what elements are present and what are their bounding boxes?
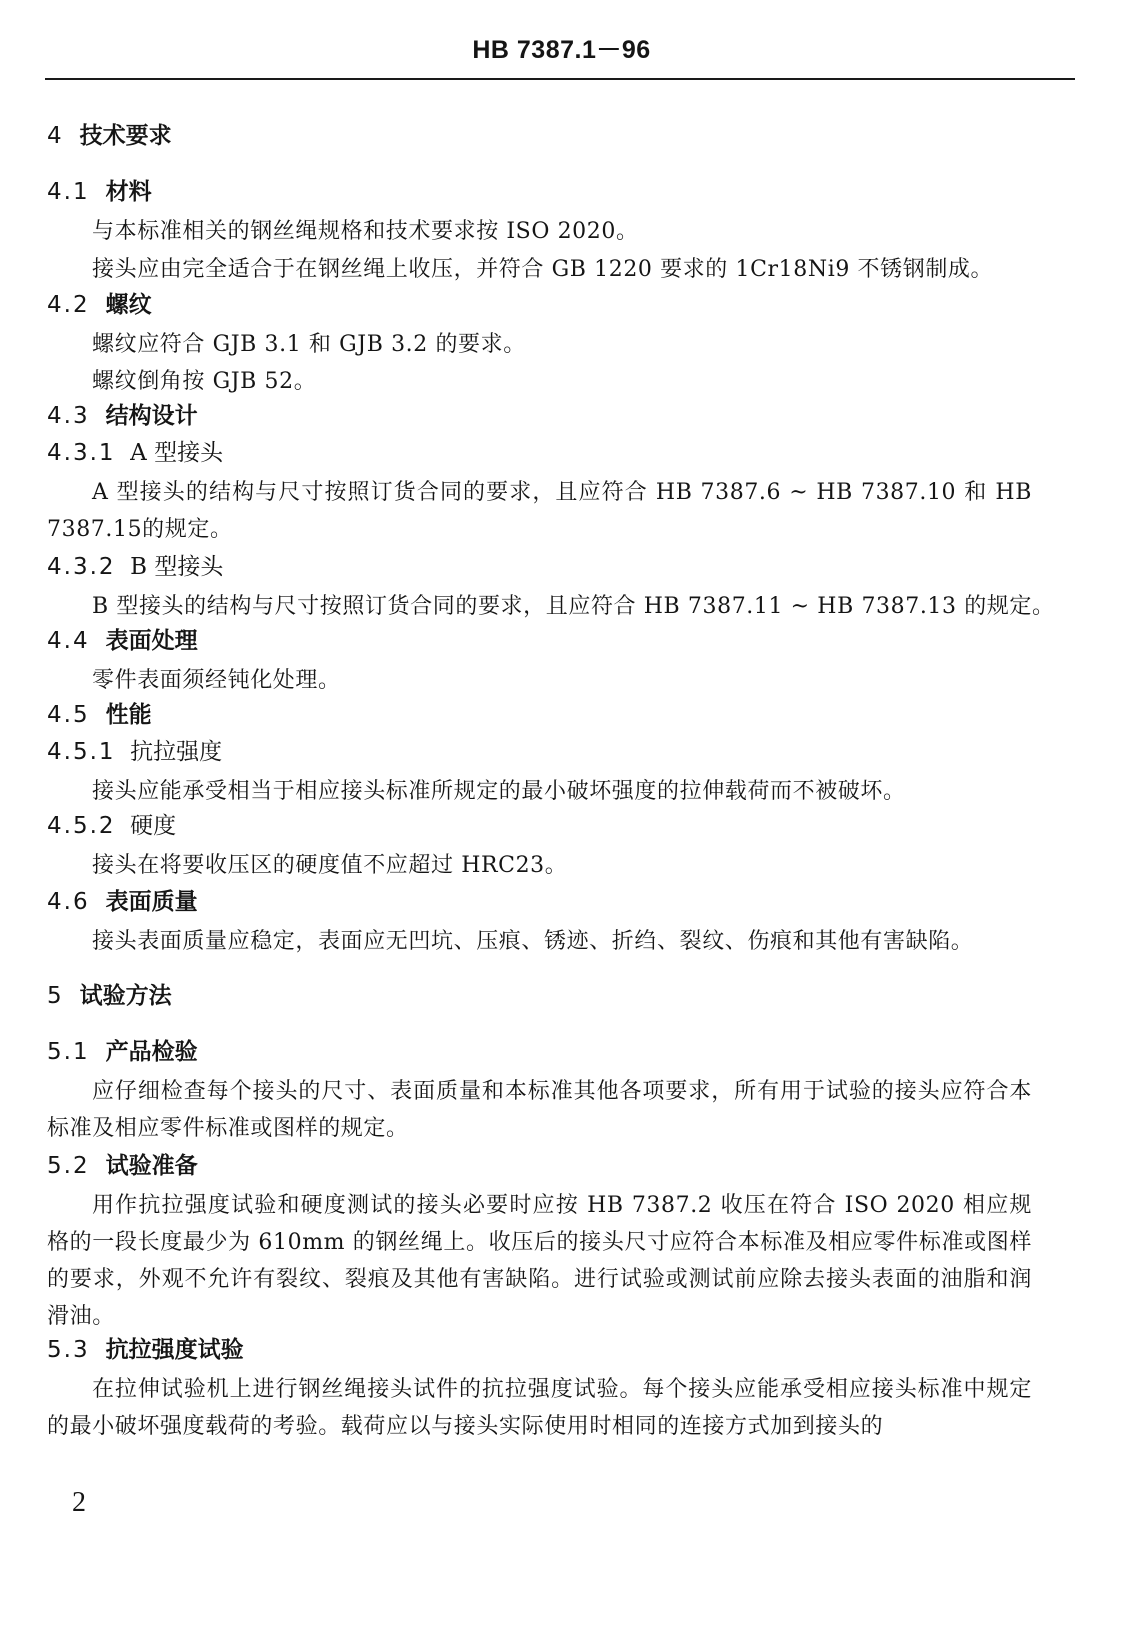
section-number: 4.5: [47, 702, 90, 728]
section-number: 5.3: [47, 1337, 90, 1363]
section-number: 4.5.2: [47, 813, 116, 839]
section-title: 试验方法: [79, 982, 172, 1009]
paragraph-4-5-2: 接头在将要收压区的硬度值不应超过 HRC23。: [92, 853, 568, 878]
section-title: 性能: [105, 701, 152, 728]
section-heading-4-2: [47, 289, 152, 321]
section-heading-4-3: [47, 400, 198, 432]
section-title: 结构设计: [105, 402, 198, 429]
section-title: B 型接头: [130, 554, 224, 580]
section-number: 4.6: [47, 889, 90, 915]
section-heading-5-3: [47, 1334, 244, 1366]
section-number: 4.4: [47, 628, 90, 654]
paragraph-4-2-2: 螺纹倒角按 GJB 52。: [92, 369, 317, 394]
section-number: 4.5.1: [47, 739, 116, 765]
section-heading-5-1: [47, 1036, 198, 1068]
section-number: 5.2: [47, 1153, 90, 1179]
section-heading-4-5-2: [47, 810, 176, 842]
section-number: 4.2: [47, 292, 90, 318]
section-heading-5: [47, 980, 172, 1012]
page-number: 2: [72, 1487, 86, 1518]
section-number: 4.3.2: [47, 554, 116, 580]
paragraph-5-1: 应仔细检查每个接头的尺寸、表面质量和本标准其他各项要求，所有用于试验的接头应符合本标准及相应零件标准或图样的规定。: [47, 1079, 1032, 1141]
section-title: 技术要求: [79, 122, 172, 149]
paragraph-5-3: 在拉伸试验机上进行钢丝绳接头试件的抗拉强度试验。每个接头应能承受相应接头标准中规定的最小破坏强度载荷的考验。载荷应以与接头实际使用时相同的连接方式加到接头的: [47, 1377, 1032, 1439]
section-heading-4-4: [47, 625, 198, 657]
paragraph-4-2-1: 螺纹应符合 GJB 3.1 和 GJB 3.2 的要求。: [92, 332, 526, 357]
section-title: 抗拉强度: [130, 739, 223, 765]
document-code-header: HB 7387.1－96: [472, 36, 651, 64]
section-number: 5: [47, 983, 64, 1009]
paragraph-4-1-1: 与本标准相关的钢丝绳规格和技术要求按 ISO 2020。: [92, 219, 639, 244]
section-number: 5.1: [47, 1039, 90, 1065]
section-number: 4.1: [47, 179, 90, 205]
section-number: 4: [47, 123, 64, 149]
section-number: 4.3.1: [47, 440, 116, 466]
paragraph-4-3-1: A 型接头的结构与尺寸按照订货合同的要求，且应符合 HB 7387.6 ~ HB 7387.10 和 HB 7387.15的规定。: [47, 480, 1032, 542]
paragraph-5-2: 用作抗拉强度试验和硬度测试的接头必要时应按 HB 7387.2 收压在符合 ISO 2020 相应规格的一段长度最少为 610mm 的钢丝绳上。收压后的接头尺寸应符合本标准及相应零件标准或图样的要求，外观不允许有裂纹、裂痕及其他有害缺陷。进行试验或测试前应除去接头表面的油脂和润滑油。: [47, 1193, 1032, 1329]
section-title: 表面质量: [105, 888, 198, 915]
section-number: 4.3: [47, 403, 90, 429]
paragraph-4-3-2: B 型接头的结构与尺寸按照订货合同的要求，且应符合 HB 7387.11 ~ HB 7387.13 的规定。: [92, 594, 1055, 619]
paragraph-4-1-2: 接头应由完全适合于在钢丝绳上收压，并符合 GB 1220 要求的 1Cr18Ni9 不锈钢制成。: [92, 257, 994, 282]
section-title: A 型接头: [130, 440, 224, 466]
section-title: 硬度: [130, 813, 177, 839]
section-heading-5-2: [47, 1150, 198, 1182]
header-divider: [45, 78, 1075, 80]
paragraph-4-6: 接头表面质量应稳定，表面应无凹坑、压痕、锈迹、折绉、裂纹、伤痕和其他有害缺陷。: [92, 929, 974, 954]
section-heading-4-5: [47, 699, 152, 731]
section-title: 抗拉强度试验: [105, 1336, 244, 1363]
section-title: 表面处理: [105, 627, 198, 654]
paragraph-4-5-1: 接头应能承受相当于相应接头标准所规定的最小破坏强度的拉伸载荷而不被破坏。: [92, 779, 906, 804]
section-heading-4-6: [47, 886, 198, 918]
section-heading-4-3-2: [47, 551, 223, 583]
section-title: 产品检验: [105, 1038, 198, 1065]
section-heading-4-3-1: [47, 437, 223, 469]
section-title: 材料: [105, 178, 152, 205]
section-heading-4: [47, 120, 172, 152]
section-heading-4-1: [47, 176, 152, 208]
section-title: 试验准备: [105, 1152, 198, 1179]
section-heading-4-5-1: [47, 736, 222, 768]
section-title: 螺纹: [105, 291, 152, 318]
paragraph-4-4: 零件表面须经钝化处理。: [92, 668, 341, 693]
